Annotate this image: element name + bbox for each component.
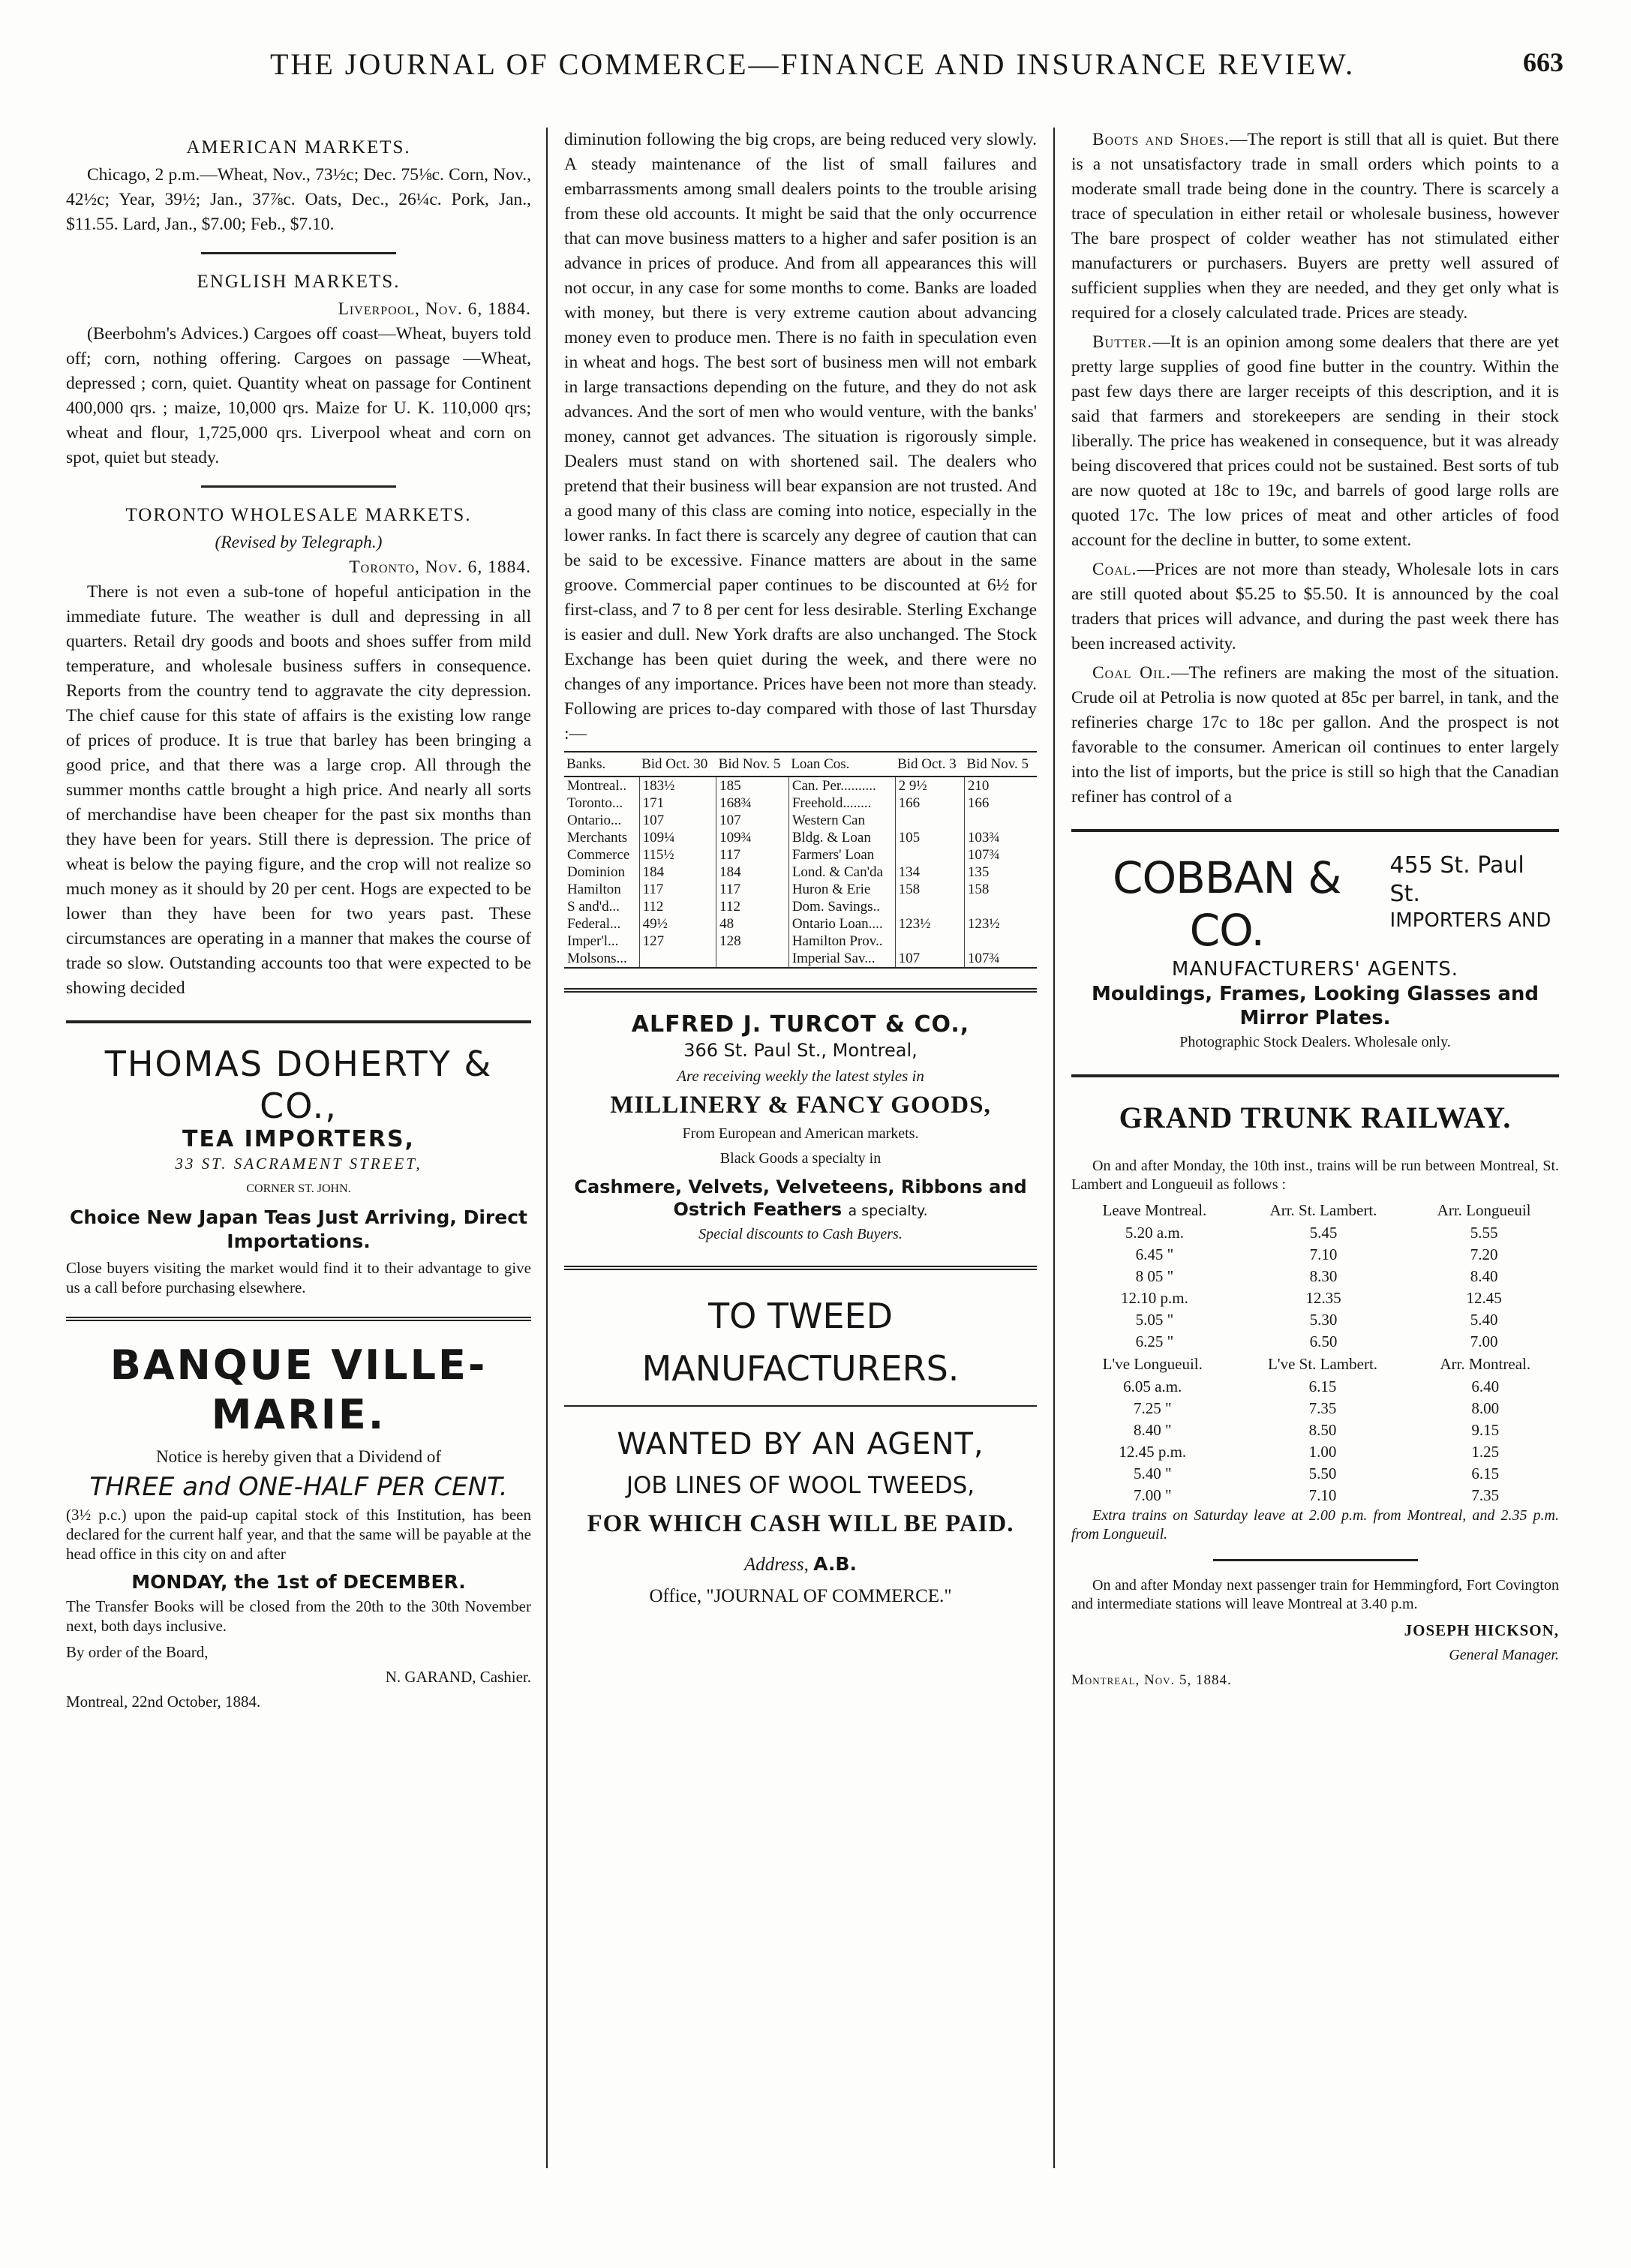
divider [66,1020,531,1023]
stock-table-row-cell: Lond. & Can'da [788,864,895,881]
gtr-outbound-row-cell: 6.25 " [1135,1332,1174,1350]
divider [1213,1559,1418,1561]
stock-table-row-cell: 103¾ [964,829,1037,846]
turcot-line3: Black Goods a specialty in [719,1150,882,1167]
stock-table-row-cell [895,933,964,950]
cobban-footer: Photographic Stock Dealers. Wholesale only. [1179,1034,1451,1050]
stock-table-row-cell: 123½ [964,915,1037,933]
divider [1071,1074,1559,1077]
stock-table-row-cell: Montreal.. [567,778,627,794]
cobban-address: 455 St. Paul St. [1389,852,1524,907]
stock-table-row-cell: 109¾ [716,829,789,846]
gtr-in-h1: L've St. Lambert. [1267,1355,1378,1373]
column-1 [66,128,531,1714]
gtr-inbound-row-cell: 9.15 [1471,1421,1500,1439]
toronto-dateline: Toronto, Nov. 6, 1884. [349,557,531,577]
stock-table-row-cell [895,898,964,915]
gtr-inbound-row-cell: 6.40 [1471,1377,1500,1395]
turcot-footer: Special discounts to Cash Buyers. [698,1226,903,1242]
header-bid-oct: Bid Oct. 30 [639,752,716,777]
gtr-inbound-row-cell: 8.40 " [1133,1421,1172,1439]
banque-signer: N. GARAND, Cashier. [385,1668,531,1686]
stock-table-row-cell: Imper'l... [567,933,619,949]
gtr-outbound-row-cell: 6.45 " [1135,1245,1174,1263]
coal-oil-lead: Coal Oil. [1092,663,1172,683]
gtr-outbound-row [1071,1309,1559,1331]
page-number: 663 [1523,47,1563,77]
stock-table-row-cell [895,812,964,829]
divider [564,988,1037,993]
stock-table-row-cell [964,933,1037,950]
gtr-inbound-row [1071,1376,1559,1398]
stock-table-row-cell: Toronto... [567,795,623,811]
gtr-inbound-row-cell: 12.45 p.m. [1119,1443,1187,1461]
gtr-outbound-row-cell: 8.30 [1309,1267,1338,1285]
boots-lead: Boots and Shoes. [1092,130,1230,149]
stock-table-row-cell: Huron & Erie [788,881,895,898]
gtr-inbound-row-cell: 6.05 a.m. [1123,1377,1182,1395]
stock-table-row-cell: 168¾ [716,795,789,812]
stock-table-row-cell: Dom. Savings.. [788,898,895,915]
turcot-name: ALFRED J. TURCOT & CO., [631,1011,970,1038]
doherty-name: THOMAS DOHERTY & CO., [104,1044,493,1126]
divider [201,485,396,488]
divider [564,1266,1037,1270]
stock-table-row-cell: 107¾ [964,846,1037,864]
gtr-extra: Extra trains on Saturday leave at 2.00 p.m. from Montreal, and 2.35 p.m. from Longueuil. [1071,1507,1559,1543]
gtr-in-h0: L've Longueuil. [1102,1355,1203,1373]
tweed-lines: JOB LINES OF WOOL TWEEDS, [626,1472,975,1499]
stock-table-row-cell: Ontario Loan.... [788,915,895,933]
gtr-outbound-row [1071,1222,1559,1244]
gtr-inbound-row-cell: 1.00 [1308,1443,1337,1461]
gtr-outbound-row [1071,1266,1559,1287]
gtr-out-h0: Leave Montreal. [1102,1201,1207,1219]
stock-table-row-cell: 135 [964,864,1037,881]
stock-table-row-cell: 166 [895,795,964,812]
header-loan-cos: Loan Cos. [788,752,895,777]
header-bid-nov-2: Bid Nov. 5 [964,752,1037,777]
gtr-inbound-row-cell: 6.15 [1308,1377,1337,1395]
doherty-headline: Choice New Japan Teas Just Arriving, Direct Importations. [70,1206,527,1252]
gtr-inbound-row-cell: 6.15 [1471,1464,1500,1482]
gtr-inbound-row-cell: 1.25 [1471,1443,1500,1461]
gtr-inbound-row [1071,1419,1559,1441]
stock-table-row-cell [639,950,716,968]
stock-table-row-cell: 117 [716,881,789,898]
gtr-outbound-row [1071,1244,1559,1266]
stock-table-row-cell [964,898,1037,915]
stock-table-row [564,864,1037,881]
stock-table-row-cell: 185 [716,777,789,795]
header-banks: Banks. [564,752,639,777]
stock-table-row-cell: 115½ [639,846,716,864]
coal-body: —Prices are not more than steady, Wholesale lots in cars are still quoted about $5.25 to $5.50. It is announced by the coal traders that prices will advance, and during the past week there has been increased activity. [1071,560,1559,653]
gtr-outbound-row-cell: 7.20 [1470,1245,1498,1263]
stock-table-row-cell: Western Can [788,812,895,829]
stock-table-row-cell: 171 [639,795,716,812]
stock-table-row-cell: 117 [716,846,789,864]
stock-table-row-cell: 210 [964,777,1037,795]
stock-table-row-cell: 107¾ [964,950,1037,968]
gtr-inbound-row-cell: 7.00 " [1133,1486,1172,1504]
cobban-role2: MANUFACTURERS' AGENTS. [1171,958,1459,981]
turcot-line1: Are receiving weekly the latest styles in [677,1067,924,1085]
gtr-inbound-row [1071,1463,1559,1485]
turcot-goods: MILLINERY & FANCY GOODS, [610,1092,991,1119]
stock-table [564,751,1037,969]
tweed-address-label: Address, [743,1555,809,1575]
gtr-outbound-row-cell: 5.05 " [1135,1311,1174,1329]
column-2 [564,128,1037,1612]
gtr-notice: On and after Monday next passenger train for Hemmingford, Fort Covington and intermediate stations will leave Montreal at 3.40 p.m. [1071,1577,1559,1612]
american-markets-body: Chicago, 2 p.m.—Wheat, Nov., 73½c; Dec. 75⅛c. Corn, Nov., 42½c; Year, 39½; Jan., 37⅞c. Oats, Dec., 26¼c. Pork, Jan., $11.55. Lard, Jan., $7.00; Feb., $7.10. [66,165,531,234]
stock-table-row-cell: 112 [716,898,789,915]
stock-table-row-cell: 107 [639,812,716,829]
stock-table-row [564,795,1037,812]
turcot-special: Cashmere, Velvets, Velveteens, Ribbons and Ostrich Feathers [574,1176,1027,1220]
column-3 [1071,128,1559,1693]
gtr-outbound-row-cell: 8.40 [1470,1267,1498,1285]
stock-table-row-cell: 117 [639,881,716,898]
stock-table-row-cell: Freehold........ [788,795,895,812]
gtr-inbound-row [1071,1441,1559,1463]
gtr-in-h2: Arr. Montreal. [1440,1355,1531,1373]
gtr-inbound-row-cell: 7.25 " [1133,1399,1172,1417]
gtr-inbound-row-cell: 7.10 [1308,1486,1337,1504]
stock-table-row [564,933,1037,950]
stock-table-row-cell: Farmers' Loan [788,846,895,864]
banque-body: (3½ p.c.) upon the paid-up capital stock of this Institution, has been declared for the current half year, and that the same will be payable at the head office in this city on and after [66,1506,531,1563]
divider [201,252,396,254]
gtr-title: GRAND TRUNK RAILWAY. [1119,1101,1512,1134]
grand-trunk-ad [1071,1097,1559,1693]
divider [1071,829,1559,832]
column-divider-2 [1053,128,1055,2168]
banque-transfer: The Transfer Books will be closed from the 20th to the 30th November next, both days inclusive. [66,1597,531,1635]
boots-body: —The report is still that all is quiet. But there is a not unsatisfactory trade in small orders which points to a moderate small trade being done in the country. There is scarcely a trace of speculation in either retail or wholesale business, however The bare prospect of colder weather has not stimulated either manufacturers or purchasers. Buyers are pretty well assured of sufficient supplies when they are needed, and they get only what is required for a closely calculated trade. Prices are steady. [1071,130,1559,323]
banque-order: By order of the Board, [66,1643,209,1661]
stock-table-row-cell: Merchants [567,830,628,846]
stock-table-row-cell: 127 [639,933,716,950]
stock-table-row [564,950,1037,968]
stock-table-row-cell: 158 [895,881,964,898]
stock-table-row-cell: 2 9½ [895,777,964,795]
gtr-inbound-row [1071,1485,1559,1506]
gtr-outbound-row-cell: 5.55 [1470,1224,1498,1242]
stock-table-row-cell: 166 [964,795,1037,812]
turcot-line2: From European and American markets. [682,1125,919,1142]
gtr-inbound-row-cell: 7.35 [1308,1399,1337,1417]
coal-oil-body: —The refiners are making the most of the situation. Crude oil at Petrolia is now quoted at 85c per barrel, in tank, and the refineries charge 17c to 18c per gallon. And the prospect is not favorable to the consumer. American oil continues to enter largely into the list of imports, but the price is still so high that the Canadian refiner has control of a [1071,663,1559,807]
toronto-continued-body: diminution following the big crops, are being reduced very slowly. A steady maintenance of the list of small failures and embarrassments among small dealers points to the trouble arising from these old accounts. It might be said that the only occurrence that can move business matters to a higher and safer position is an advance in prices of produce. And from all appearances this will not occur, in any case for some months to come. Banks are loaded with money, but there is very extreme caution about advancing money even to produce men. There is no faith in speculation even in wheat and hogs. The best sort of business men will not embark in large transactions depending on the future, and they do not ask advances. And the sort of men who would venture, with the banks' money, cannot get advances. The situation is rigorously simple. Dealers must stand on with shortened sail. The dealers who pretend that their business will bear expansion are not trusted. And a good many of this class are coming into notice, especially in the lower ranks. In fact there is scarcely any degree of caution that can be said to be excessive. Finance matters are about in the same groove. Commercial paper continues to be discounted at 6½ for first-class, and 7 to 8 per cent for less desirable. Sterling Exchange is easier and dull. New York drafts are also unchanged. The Stock Exchange has been quiet during the week, and there were no changes of any importance. Prices have been not more than steady. Following are prices to-day compared with those of last Thursday :— [564,130,1037,743]
stock-table-row-cell: Bldg. & Loan [788,829,895,846]
doherty-corner: CORNER ST. JOHN. [246,1182,351,1195]
banque-notice: Notice is hereby given that a Dividend of [155,1447,442,1466]
toronto-markets-body: There is not even a sub-tone of hopeful anticipation in the immediate future. The weather is dull and depressing in all quarters. Retail dry goods and boots and shoes suffer from mild temperature, and wholesale business suffers in consequence. Reports from the country tend to aggravate the city depression. The chief cause for this state of affairs is the existing low range of prices of produce. It is true that barley has been bringing a good price, and that there was a large crop. All through the summer months cattle brought a high price. And nearly all sorts of merchandise have been cheaper for the past six months than they have been for years. Still there is depression. The price of wheat is below the paying figure, and the crop will not realize so much money as it should by 20 per cent. Hogs are expected to be lower than they have been for two years past. These circumstances are operating in a manner that makes the course of trade so slow. Outstanding accounts too that were expected to be showing decided [66,582,531,998]
stock-table-row [564,777,1037,795]
journal-title: THE JOURNAL OF COMMERCE—FINANCE AND INSURANCE REVIEW. [270,47,1356,81]
header-bid-nov: Bid Nov. 5 [716,752,789,777]
gtr-intro: On and after Monday, the 10th inst., trains will be run between Montreal, St. Lambert and Longueuil as follows : [1071,1158,1559,1193]
tweed-cash: FOR WHICH CASH WILL BE PAID. [587,1510,1014,1537]
header-bid-oct-2: Bid Oct. 3 [895,752,964,777]
stock-table-row-cell: 48 [716,915,789,933]
stock-table-row-cell: 123½ [895,915,964,933]
coal-lead: Coal. [1092,560,1137,579]
gtr-outbound-row-cell: 12.45 [1466,1289,1502,1307]
stock-table-row-cell: 158 [964,881,1037,898]
turcot-special-suffix: a specialty. [848,1203,928,1219]
gtr-place-date: Montreal, Nov. 5, 1884. [1071,1672,1232,1688]
english-markets-body: (Beerbohm's Advices.) Cargoes off coast—Wheat, buyers told off; corn, nothing offering. Cargoes on passage —Wheat, depressed ; corn, quiet. Quantity wheat on passage for Continent 400,000 qrs. ; maize, 10,000 qrs. Maize for U. K. 110,000 qrs; wheat and flour, 1,725,000 qrs. Liverpool wheat and corn on spot, quiet but steady. [66,324,531,467]
gtr-inbound-row [1071,1398,1559,1419]
stock-table-row-cell: 105 [895,829,964,846]
stock-table-row [564,915,1037,933]
stock-table-row-cell: Hamilton [567,882,621,897]
gtr-signer: JOSEPH HICKSON, [1404,1621,1559,1639]
stock-table-body [564,777,1037,968]
turcot-address: 366 St. Paul St., Montreal, [683,1040,918,1061]
stock-table-row-cell: Dominion [567,864,626,880]
stock-table-row-cell: Ontario... [567,813,622,828]
stock-table-row-cell: 128 [716,933,789,950]
english-markets-title: ENGLISH MARKETS. [197,272,401,292]
stock-table-row-cell: 112 [639,898,716,915]
tweed-wanted: WANTED BY AN AGENT, [617,1427,984,1461]
stock-table-row-cell: Molsons... [564,950,639,968]
gtr-outbound-row [1071,1331,1559,1353]
banque-date: MONDAY, the 1st of DECEMBER. [131,1571,466,1593]
stock-table-row-cell: 49½ [639,915,716,933]
tweed-ad [564,1290,1037,1612]
tweed-title: TO TWEED MANUFACTURERS. [641,1296,960,1389]
cobban-ad [1071,852,1559,1055]
banque-place-date: Montreal, 22nd October, 1884. [66,1693,261,1711]
gtr-inbound-row-cell: 8.50 [1308,1421,1337,1439]
stock-table-row [564,881,1037,898]
stock-table-row-cell: 134 [895,864,964,881]
gtr-outbound-table [1071,1199,1559,1353]
stock-table-row-cell: 107 [716,812,789,829]
gtr-outbound-row-cell: 5.40 [1470,1311,1498,1329]
stock-table-row-cell: Commerce [567,847,630,863]
tweed-address-initials: A.B. [813,1553,857,1575]
stock-table-row-cell [716,950,789,968]
doherty-ad [66,1043,531,1297]
stock-table-row-cell: 107 [895,950,964,968]
gtr-inbound-row-cell: 5.50 [1308,1464,1337,1482]
gtr-inbound-row-cell: 7.35 [1471,1486,1500,1504]
gtr-out-h1: Arr. St. Lambert. [1269,1201,1377,1219]
stock-table-row-cell: 184 [639,864,716,881]
stock-table-row-cell [895,846,964,864]
gtr-outbound-row-cell: 12.10 p.m. [1121,1289,1188,1307]
gtr-outbound-row-cell: 7.00 [1470,1332,1498,1350]
gtr-inbound-row-cell: 5.40 " [1133,1464,1172,1482]
gtr-out-h2: Arr. Longueuil [1437,1201,1531,1219]
stock-table-row-cell: 109¼ [639,829,716,846]
gtr-outbound-rows [1071,1222,1559,1353]
gtr-outbound-row-cell: 5.45 [1309,1224,1338,1242]
toronto-markets-title: TORONTO WHOLESALE MARKETS. [125,505,472,525]
cobban-role: IMPORTERS AND [1389,909,1551,932]
stock-table-row-cell: Imperial Sav... [788,950,895,968]
divider [66,1317,531,1321]
american-markets-title: AMERICAN MARKETS. [186,137,411,158]
stock-table-row-cell [964,812,1037,829]
doherty-tea-importers: TEA IMPORTERS, [182,1126,415,1152]
stock-table-row-cell: Can. Per.......... [788,777,895,795]
column-divider-1 [546,128,548,2168]
gtr-outbound-row-cell: 12.35 [1305,1289,1341,1307]
stock-table-row-cell: 183½ [639,777,716,795]
stock-table-row-cell: 184 [716,864,789,881]
banque-name: BANQUE VILLE-MARIE. [110,1341,488,1438]
doherty-body: Close buyers visiting the market would find it to their advantage to give us a call before purchasing elsewhere. [66,1259,531,1296]
gtr-signer-title: General Manager. [1449,1647,1559,1663]
stock-table-row-cell: Hamilton Prov.. [788,933,895,950]
toronto-subtitle: (Revised by Telegraph.) [215,533,383,552]
gtr-inbound-row-cell: 8.00 [1471,1399,1500,1417]
english-dateline: Liverpool, Nov. 6, 1884. [338,299,531,319]
gtr-inbound-table [1071,1353,1559,1506]
banque-ad [66,1341,531,1714]
stock-table-row-cell: S and'd... [567,899,620,915]
gtr-outbound-row-cell: 5.30 [1309,1311,1338,1329]
butter-lead: Butter. [1092,332,1153,352]
butter-body: —It is an opinion among some dealers that there are yet pretty large supplies of good fine butter in the country. Within the past few days there are larger receipts of this description, and it is said that farmers and storekeepers are sending in their stock liberally. The price has weakened in consequence, but it was already being discovered that prices could not be sustained. Best sorts of tub are now quoted at 18c to 19c, and barrels of good large rolls are quoted 17c. The low prices of meat and other articles of food account for the decline in butter, to some extent. [1071,332,1559,550]
stock-table-row-cell: Federal... [567,916,621,932]
stock-table-row [564,812,1037,829]
stock-table-header [564,752,1037,777]
gtr-outbound-row-cell: 6.50 [1309,1332,1338,1350]
page-header [0,39,1631,92]
gtr-outbound-row-cell: 8 05 " [1135,1267,1174,1285]
tweed-office: Office, "JOURNAL OF COMMERCE." [649,1586,952,1606]
doherty-address: 33 ST. SACRAMENT STREET, [175,1155,422,1173]
stock-table-row [564,829,1037,846]
gtr-outbound-row [1071,1287,1559,1309]
cobban-goods: Mouldings, Frames, Looking Glasses and Mirror Plates. [1091,983,1539,1029]
turcot-ad [564,1012,1037,1246]
gtr-outbound-row-cell: 7.10 [1309,1245,1338,1263]
banque-rate: THREE and ONE-HALF PER CENT. [89,1472,508,1502]
gtr-outbound-row-cell: 5.20 a.m. [1125,1224,1184,1242]
stock-table-row [564,898,1037,915]
stock-table-row [564,846,1037,864]
gtr-inbound-rows [1071,1376,1559,1506]
cobban-name: COBBAN & CO. [1113,852,1341,956]
